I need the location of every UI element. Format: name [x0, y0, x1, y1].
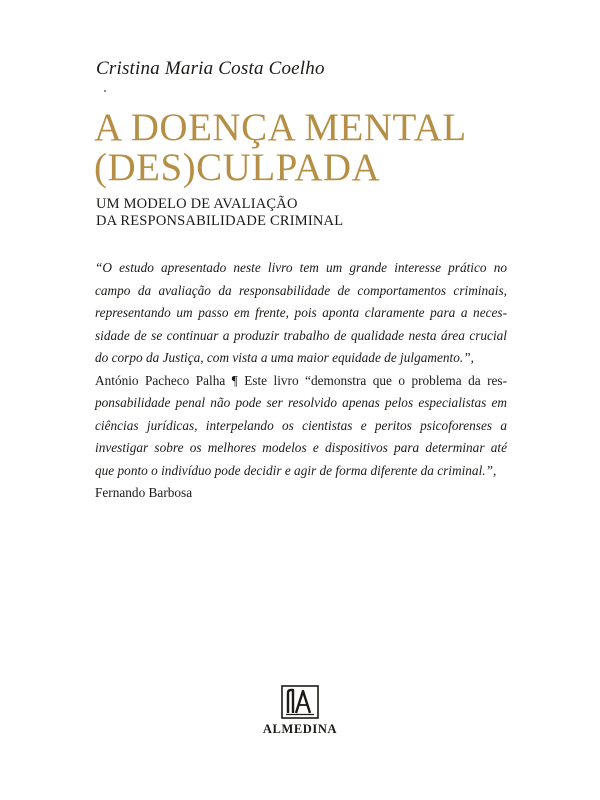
quote-attribution-1: António Pacheco Palha — [95, 372, 226, 388]
blurb-line: sidade de se continuar a produzir trabalho de qualidade nesta área crucial — [95, 327, 507, 343]
pilcrow-mark: ¶ — [231, 372, 238, 388]
subtitle-line-2: DA RESPONSABILIDADE CRIMINAL — [96, 213, 344, 229]
book-subtitle — [96, 196, 343, 230]
blurb-line: “O estudo apresentado neste livro tem um grande interesse prático no — [95, 260, 507, 275]
blurb-line-6 — [95, 370, 507, 393]
subtitle-line-1: UM MODELO DE AVALIAÇÃO — [96, 196, 298, 212]
book-title-line-2: (DES)CULPADA — [94, 146, 381, 189]
quote-attribution-2: Fernando Barbosa — [95, 485, 193, 500]
blurb-line: que ponto o indivíduo pode decidir e agir de forma diferente da criminal.”, — [95, 462, 497, 478]
blurb-line: ponsabilidade penal não pode ser resolvido apenas pelos especialistas em — [95, 395, 507, 410]
publisher-name: ALMEDINA — [262, 722, 338, 736]
book-title — [94, 108, 467, 188]
author-name: Cristina Maria Costa Coelho — [96, 58, 325, 79]
publisher-logo — [255, 685, 345, 737]
blurb-line-6-rest: Este livro “demonstra que o problema da res- — [244, 372, 508, 388]
almedina-logo-icon — [281, 685, 319, 719]
blurb-text — [95, 257, 507, 505]
book-title-line-1: A DOENÇA MENTAL — [94, 106, 467, 149]
print-speck — [104, 90, 106, 92]
blurb-line: representando um passo em frente, pois aponta claramente para a neces- — [95, 305, 507, 320]
blurb-line: ciências jurídicas, interpelando os cientistas e peritos psicoforenses a — [95, 417, 507, 433]
blurb-line: campo da avaliação da responsabilidade de comportamentos criminais, — [95, 282, 507, 298]
blurb-line: investigar sobre os melhores modelos e dispositivos para determinar até — [95, 440, 507, 455]
blurb-line: do corpo da Justiça, com vista a uma maior equidade de julgamento.”, — [95, 350, 474, 365]
